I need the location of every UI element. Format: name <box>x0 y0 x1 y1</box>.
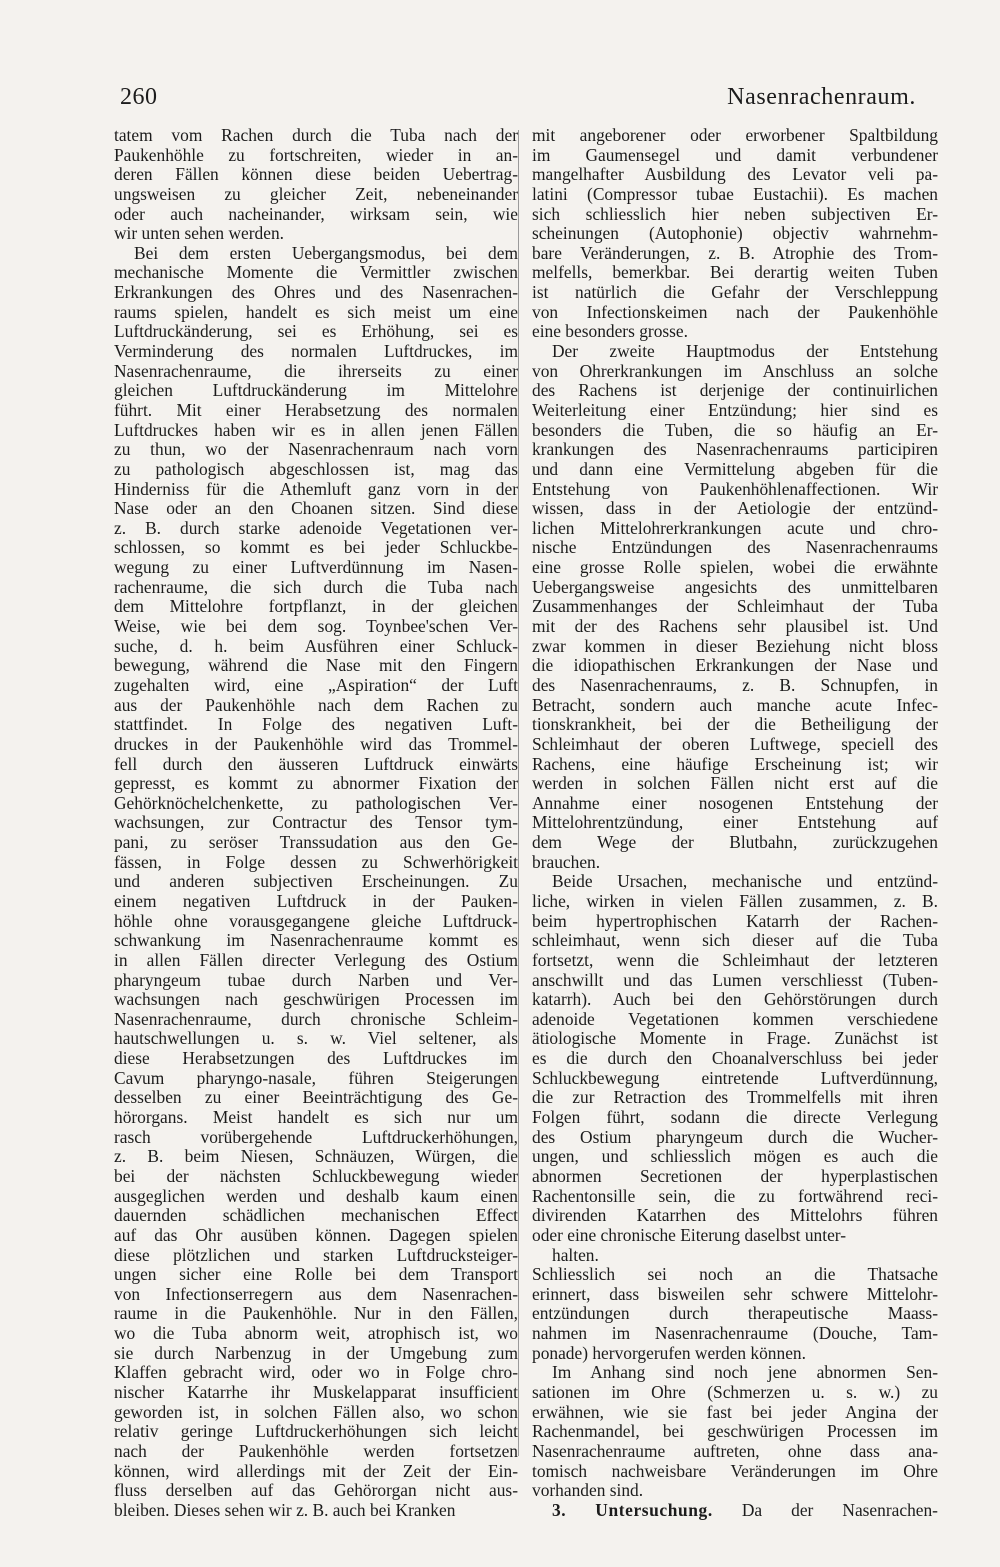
text-line: vorhanden sind. <box>532 1480 644 1501</box>
text-line: Klaffen gebracht wird, oder wo in Folge chro- <box>114 1362 518 1383</box>
text-line: besonders die Tuben, die so häufig an Er- <box>532 419 938 440</box>
text-line: aus der Paukenhöhle nach dem Rachen zu <box>114 694 518 715</box>
text-line: schwankung im Nasenrachenraume kommt es <box>114 930 518 951</box>
text-line: melfells, bemerkbar. Bei derartig weiten Tuben <box>532 262 938 283</box>
text-line: tionskrankheit, bei der die Betheiligung der <box>532 714 938 735</box>
text-line: führt. Mit einer Herabsetzung des normalen <box>114 399 518 420</box>
text-line: hautschwellungen u. s. w. Viel seltener, als <box>114 1028 518 1049</box>
text-line: fässen, in Folge dessen zu Schwerhörigkeit <box>114 851 518 872</box>
text-line: erwähnen, wie sie fast bei jeder Angina der <box>532 1401 938 1422</box>
text-line: Mittelohrentzündung, einer Entstehung auf <box>532 812 938 833</box>
text-line: pani, zu seröser Transsudation aus den Ge- <box>114 832 518 853</box>
text-line: diese plötzlichen und starken Luftdrucksteiger- <box>114 1244 518 1265</box>
text-line: im Gaumensegel und damit verbundener <box>532 144 938 165</box>
text-line: des Rachens ist derjenige der continuirlichen <box>532 380 938 401</box>
text-line: bleiben. Dieses sehen wir z. B. auch bei Kranken <box>114 1499 456 1520</box>
left-column <box>114 126 518 1520</box>
text-line: sich schliesslich hier neben subjectiven Er- <box>532 203 938 224</box>
text-line: z. B. beim Niesen, Schnäuzen, Würgen, die <box>114 1146 518 1167</box>
text-line: lichen Mittelohrerkrankungen acute und chro- <box>532 517 938 538</box>
page-header <box>120 84 916 114</box>
text-line: fluss derselben auf das Gehörorgan nicht aus- <box>114 1480 518 1501</box>
text-line: des Ostium pharyngeum durch die Wucher- <box>532 1126 938 1147</box>
text-line: rasch vorübergehende Luftdruckerhöhungen, <box>114 1126 518 1147</box>
text-line: sie durch Narbenzug in der Umgebung zum <box>114 1342 518 1363</box>
text-line: Nasenrachenraume, durch chronische Schleim- <box>114 1008 518 1029</box>
text-line: Schleimhaut der oberen Luftwege, speciell des <box>532 733 938 754</box>
text-line: bare Veränderungen, z. B. Atrophie des Trom- <box>532 242 938 263</box>
text-line: ungen sicher eine Rolle bei dem Transport <box>114 1264 518 1285</box>
text-line: Betracht, sondern auch manche acute Infec- <box>532 694 938 715</box>
text-line: oder auch nacheinander, wirksam sein, wie <box>114 203 518 224</box>
text-line: und anderen subjectiven Erscheinungen. Zu <box>114 871 518 892</box>
text-line: liche, wirken in vielen Fällen zusammen, z. B. <box>532 890 938 911</box>
text-line: wachsungen nach geschwürigen Processen im <box>114 989 518 1010</box>
column-divider <box>518 130 519 1456</box>
text-line: mangelhafter Ausbildung des Levator veli pa- <box>532 164 938 185</box>
text-line: Entstehung von Paukenhöhlenaffectionen. Wir <box>532 478 938 499</box>
text-line: auf das Ohr ausüben können. Dagegen spielen <box>114 1224 518 1245</box>
text-line: Nasenrachenraume auftreten, ohne dass ana- <box>532 1440 938 1461</box>
text-line: ätiologische Momente in Frage. Zunächst ist <box>532 1028 938 1049</box>
text-line: entzündungen durch therapeutische Maass- <box>532 1303 938 1324</box>
text-line: geworden ist, in solchen Fällen also, wo schon <box>114 1401 518 1422</box>
section-text: Da der Nasenrachen- <box>741 1499 938 1520</box>
text-line: gleichen Luftdruckänderung im Mittelohre <box>114 380 518 401</box>
text-line: und dann eine Vermittelung abgeben für die <box>532 458 938 479</box>
text-line: Paukenhöhle zu fortschreiten, wieder in an- <box>114 144 518 165</box>
text-line: Der zweite Hauptmodus der Entstehung <box>552 341 938 362</box>
text-line: Beide Ursachen, mechanische und entzünd- <box>552 871 938 892</box>
text-line: Hinderniss für die Athemluft ganz vorn in der <box>114 478 518 499</box>
text-line: Im Anhang sind noch jene abnormen Sen- <box>552 1362 938 1383</box>
text-line: nach der Paukenhöhle werden fortsetzen <box>114 1440 518 1461</box>
text-line: die idiopathischen Erkrankungen der Nase und <box>532 655 938 676</box>
text-line: deren Fällen können diese beiden Uebertrag- <box>114 164 518 185</box>
text-line: Weise, wie bei dem sog. Toynbee'schen Ver- <box>114 616 518 637</box>
text-line: werden in solchen Fällen nicht erst auf die <box>532 773 938 794</box>
text-line: eine besonders grosse. <box>532 321 688 342</box>
text-line: Bei dem ersten Uebergangsmodus, bei dem <box>134 242 518 263</box>
text-line: mit angeborener oder erworbener Spaltbildung <box>532 125 938 145</box>
text-line: zu thun, wo der Nasenrachenraum nach vorn <box>114 439 518 460</box>
text-line: von Ohrerkrankungen im Anschluss an solche <box>532 360 938 381</box>
text-line: wir unten sehen werden. <box>114 223 284 244</box>
text-line: Nase oder an den Choanen sitzen. Sind diese <box>114 498 518 519</box>
text-line: Verminderung des normalen Luftdruckes, im <box>114 341 518 362</box>
text-line: höhle ohne vorausgegangene gleiche Luftdruck- <box>114 910 518 931</box>
text-line: mechanische Momente die Vermittler zwischen <box>114 262 518 283</box>
text-line: abnormen Secretionen der hyperplastischen <box>532 1165 938 1186</box>
text-line: fell durch den äusseren Luftdruck einwärts <box>114 753 518 774</box>
text-line: ist natürlich die Gefahr der Verschleppung <box>532 282 938 303</box>
text-line: Erkrankungen des Ohres und des Nasenrachen- <box>114 282 518 303</box>
text-line: bewegung, während die Nase mit den Fingern <box>114 655 518 676</box>
text-line: Luftdruckes haben wir es in allen jenen Fällen <box>114 419 518 440</box>
text-line: nische Entzündungen des Nasenrachenraums <box>532 537 938 558</box>
text-line: wissen, dass in der Aetiologie der entzünd- <box>532 498 938 519</box>
text-line: stattfindet. In Folge des negativen Luft- <box>114 714 518 735</box>
text-line: krankungen des Nasenrachenraums participiren <box>532 439 938 460</box>
text-line: Schliesslich sei noch an die Thatsache <box>532 1264 938 1285</box>
text-line: ungsweisen zu gleicher Zeit, nebeneinander <box>114 183 518 204</box>
text-line: wachsungen, zur Contractur des Tensor tym- <box>114 812 518 833</box>
text-line: Folgen führt, sodann die directe Verlegung <box>532 1107 938 1128</box>
text-line: Rachentonsille sein, die zu fortwährend reci- <box>532 1185 938 1206</box>
text-line: sationen im Ohre (Schmerzen u. s. w.) zu <box>532 1382 938 1402</box>
text-line: die zur Retraction des Trommelfells mit ihren <box>532 1087 938 1108</box>
text-line: dem Mittelohre fortpflanzt, in der gleichen <box>114 596 518 617</box>
text-line: von Infectionskeimen nach der Paukenhöhle <box>532 301 938 322</box>
text-line: Weiterleitung einer Entzündung; hier sind es <box>532 399 938 420</box>
text-line: relativ geringe Luftdruckerhöhungen sich leicht <box>114 1421 518 1442</box>
text-line: Zusammenhanges der Schleimhaut der Tuba <box>532 596 938 617</box>
right-column <box>532 126 938 1520</box>
text-line: einem negativen Luftdruck in der Pauken- <box>114 890 518 911</box>
text-line: schleimhaut, wenn sich dieser auf die Tuba <box>532 930 938 951</box>
text-line: von Infectionserregern aus dem Nasenrachen- <box>114 1283 518 1304</box>
text-line: können, wird allerdings mit der Zeit der Ein- <box>114 1460 518 1481</box>
text-line: mit der des Rachens sehr plausibel ist. Und <box>532 616 938 637</box>
text-line: schlossen, so kommt es bei jeder Schluckbe- <box>114 537 518 558</box>
text-line: halten. <box>552 1244 599 1265</box>
text-line: dauernden schädlichen mechanischen Effect <box>114 1205 518 1226</box>
text-line: Nasenrachenraume, die ihrerseits zu einer <box>114 360 518 381</box>
section-number: 3. <box>552 1499 567 1520</box>
running-title: Nasenrachenraum. <box>727 84 916 110</box>
text-line: raums spielen, handelt es sich meist um eine <box>114 301 518 322</box>
text-line: latini (Compressor tubae Eustachii). Es machen <box>532 183 938 204</box>
text-line: tomisch nachweisbare Veränderungen im Ohre <box>532 1460 938 1481</box>
text-line: z. B. durch starke adenoide Vegetationen ver- <box>114 517 518 538</box>
text-line: adenoide Vegetationen kommen verschiedene <box>532 1008 938 1029</box>
text-line: gepresst, es kommt zu abnormer Fixation der <box>114 773 518 794</box>
text-line: brauchen. <box>532 851 601 872</box>
text-line: fortsetzt, wenn die Schleimhaut der letzteren <box>532 949 938 970</box>
text-line: wo die Tuba abnorm weit, atrophisch ist, wo <box>114 1323 518 1344</box>
text-line: in allen Fällen directer Verlegung des Ostium <box>114 949 518 970</box>
text-line: erinnert, dass bisweilen sehr schwere Mittelohr- <box>532 1283 938 1304</box>
text-line: Rachens, eine häufige Erscheinung ist; wir <box>532 753 938 774</box>
text-line: Rachenmandel, bei geschwürigen Processen im <box>532 1421 938 1442</box>
text-line: suche, d. h. beim Ausführen einer Schluck- <box>114 635 518 656</box>
text-line: ausgeglichen werden und deshalb kaum einen <box>114 1185 518 1206</box>
text-line: divirenden Katarrhen des Mittelohrs führen <box>532 1205 938 1226</box>
section-heading <box>532 1501 938 1521</box>
text-line: ungen, und schliesslich mögen es auch die <box>532 1146 938 1167</box>
text-line: scheinungen (Autophonie) objectiv wahrnehm- <box>532 223 938 244</box>
text-line: oder eine chronische Eiterung daselbst unter- <box>532 1224 847 1245</box>
text-line: dem Wege der Blutbahn, zurückzugehen <box>532 832 938 853</box>
text-line: ponade) hervorgerufen werden können. <box>532 1342 806 1363</box>
text-line: Luftdruckänderung, sei es Erhöhung, sei es <box>114 321 518 342</box>
text-line: Cavum pharyngo-nasale, führen Steigerungen <box>114 1067 518 1088</box>
text-line: raume in die Paukenhöhle. Nur in den Fällen, <box>114 1303 518 1324</box>
text-line: anschwillt und das Lumen verschliesst (Tuben- <box>532 969 938 990</box>
section-title: Untersuchung. <box>595 1499 713 1520</box>
text-line: eine grosse Rolle spielen, wobei die erwähnte <box>532 557 938 578</box>
text-line: wegung zu einer Luftverdünnung im Nasen- <box>114 557 518 578</box>
text-line: diese Herabsetzungen des Luftdruckes im <box>114 1048 518 1069</box>
text-line: zwar kommen in dieser Beziehung nicht bloss <box>532 635 938 656</box>
text-line: es die durch den Choanalverschluss bei jeder <box>532 1048 938 1069</box>
text-line: tatem vom Rachen durch die Tuba nach der <box>114 125 518 145</box>
text-line: katarrh). Auch bei den Gehörstörungen durch <box>532 989 938 1010</box>
text-line: hörorgans. Meist handelt es sich nur um <box>114 1107 518 1128</box>
text-line: des Nasenrachenraums, z. B. Schnupfen, in <box>532 674 938 695</box>
text-line: druckes in der Paukenhöhle wird das Trommel- <box>114 733 518 754</box>
text-line: zu pathologisch abgeschlossen ist, mag das <box>114 458 518 479</box>
page-number: 260 <box>120 84 158 110</box>
text-line: Gehörknöchelchenkette, zu pathologischen Ver- <box>114 792 518 813</box>
text-line: nahmen im Nasenrachenraume (Douche, Tam- <box>532 1323 938 1344</box>
text-line: beim hypertrophischen Katarrh der Rachen- <box>532 910 938 931</box>
text-line: bei der nächsten Schluckbewegung wieder <box>114 1165 518 1186</box>
text-line: zugehalten wird, eine „Aspiration“ der Luft <box>114 674 518 695</box>
text-line: pharyngeum tubae durch Narben und Ver- <box>114 969 518 990</box>
text-line: desselben zu einer Beeinträchtigung des Ge- <box>114 1087 518 1108</box>
text-line: Schluckbewegung eintretende Luftverdünnung, <box>532 1067 938 1088</box>
text-line: nischer Katarrhe ihr Muskelapparat insufficient <box>114 1382 518 1402</box>
text-line: rachenraume, die sich durch die Tuba nach <box>114 576 518 597</box>
text-line: Uebergangsweise angesichts des unmittelbaren <box>532 576 938 597</box>
text-line: Annahme einer nosogenen Entstehung der <box>532 792 938 813</box>
